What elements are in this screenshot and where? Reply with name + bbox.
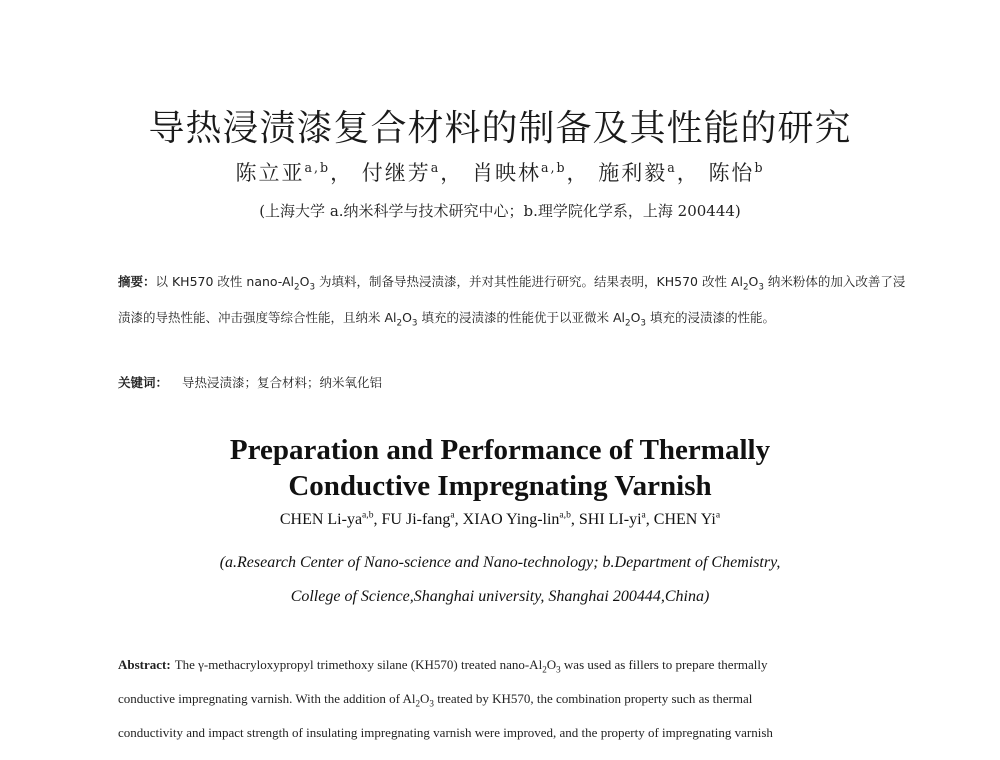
subscript: 3: [758, 282, 764, 293]
abstract-text: O: [630, 310, 641, 325]
abstract-label: Abstract:: [118, 657, 171, 672]
author-name: 施利毅: [598, 161, 668, 185]
author-affil-mark: a: [641, 509, 646, 521]
chinese-keywords: [118, 373, 908, 391]
subscript: 3: [640, 318, 646, 329]
english-affiliation-line: College of Science,Shanghai university, Shanghai 200444,China): [290, 588, 710, 605]
author-name: CHEN Li-ya: [279, 511, 363, 528]
author-affil-mark: a: [715, 509, 721, 521]
author-affil-mark: a: [667, 160, 677, 175]
abstract-text: O: [420, 691, 430, 706]
abstract-text: O: [748, 274, 759, 289]
english-title-line: Conductive Impregnating Varnish: [288, 470, 712, 502]
chinese-abstract: [118, 264, 908, 336]
english-affiliation: [0, 546, 1000, 614]
abstract-text: was used as fillers to prepare thermally: [560, 657, 768, 672]
keywords-text: 导热浸渍漆；复合材料；纳米氧化铝: [182, 375, 383, 390]
author-name: SHI LI-yi: [578, 511, 642, 528]
subscript: 2: [415, 698, 421, 709]
english-affiliation-line: (a.Research Center of Nano-science and Nano-technology; b.Department of Chemistry,: [219, 554, 781, 571]
abstract-text: treated by KH570, the combination property such as thermal: [433, 691, 753, 706]
english-title: [0, 432, 1000, 504]
subscript: 3: [429, 698, 434, 709]
abstract-text: O: [402, 310, 412, 325]
author-name: 陈怡: [708, 161, 755, 185]
subscript: 3: [309, 282, 316, 293]
abstract-text: O: [299, 274, 310, 289]
abstract-text: O: [546, 657, 557, 672]
author-name: FU Ji-fang: [381, 511, 451, 528]
author-name: CHEN Yi: [653, 511, 716, 528]
english-abstract: [118, 648, 908, 750]
subscript: 2: [294, 282, 300, 293]
abstract-text: 以 KH570 改性 nano-Al: [155, 274, 295, 289]
author-name: 付继芳: [361, 161, 431, 185]
abstract-line: conductivity and impact strength of insulating impregnating varnish were improved, and the property of impregnating varnish: [118, 725, 773, 740]
author-name: 陈立亚: [235, 161, 305, 185]
subscript: 2: [624, 318, 631, 329]
subscript: 3: [411, 318, 418, 329]
author-affil-mark: a: [430, 160, 441, 175]
chinese-title: 导热浸渍漆复合材料的制备及其性能的研究: [148, 108, 852, 149]
author-affil-mark: a: [450, 509, 455, 521]
abstract-text: 填充的浸渍漆的性能。: [645, 310, 775, 325]
subscript: 3: [556, 664, 561, 675]
abstract-text: conductive impregnating varnish. With the addition of Al: [118, 691, 416, 706]
english-title-line: Preparation and Performance of Thermally: [229, 434, 771, 466]
chinese-authors: 陈立亚$^{a,b}$， 付继芳$^a$， 肖映林$^{a,b}$， 施利毅$^a$， 陈怡$^b$: [235, 160, 765, 185]
abstract-label: 摘要：: [118, 274, 156, 289]
author-name: XIAO Ying-lin: [462, 511, 560, 528]
abstract-text: 纳米粉体的加入改善了浸渍漆的导热性能、冲击强度等综合性能，且纳米 Al: [118, 274, 906, 325]
subscript: 2: [542, 664, 547, 675]
author-name: 肖映林: [471, 161, 541, 185]
subscript: 2: [396, 318, 403, 329]
author-affil-mark: a,b: [540, 160, 567, 175]
author-affil-mark: b: [754, 160, 765, 175]
abstract-line: [118, 682, 908, 716]
keywords-label: 关键词：: [118, 375, 169, 390]
abstract-line: [118, 648, 908, 682]
abstract-text: 填充的浸渍漆的性能优于以亚微米 Al: [417, 310, 625, 325]
author-affil-mark: a,b: [559, 509, 571, 521]
subscript: 2: [742, 282, 749, 293]
chinese-affiliation: (上海大学 a.纳米科学与技术研究中心；b.理学院化学系，上海 200444): [259, 202, 741, 220]
english-authors: CHEN Li-ya$^{a,b}$, FU Ji-fang$^a$, XIAO Ying-lin$^{a,b}$, SHI $LI-yi^a$, CHEN Yi$^a$: [279, 509, 721, 528]
abstract-text: The γ-methacryloxypropyl trimethoxy silane (KH570) treated nano-Al: [174, 657, 543, 672]
author-affil-mark: a,b: [304, 160, 331, 175]
abstract-text: 为填料，制备导热浸渍漆，并对其性能进行研究。结果表明，KH570 改性 Al: [315, 274, 743, 289]
author-affil-mark: a,b: [362, 509, 374, 521]
